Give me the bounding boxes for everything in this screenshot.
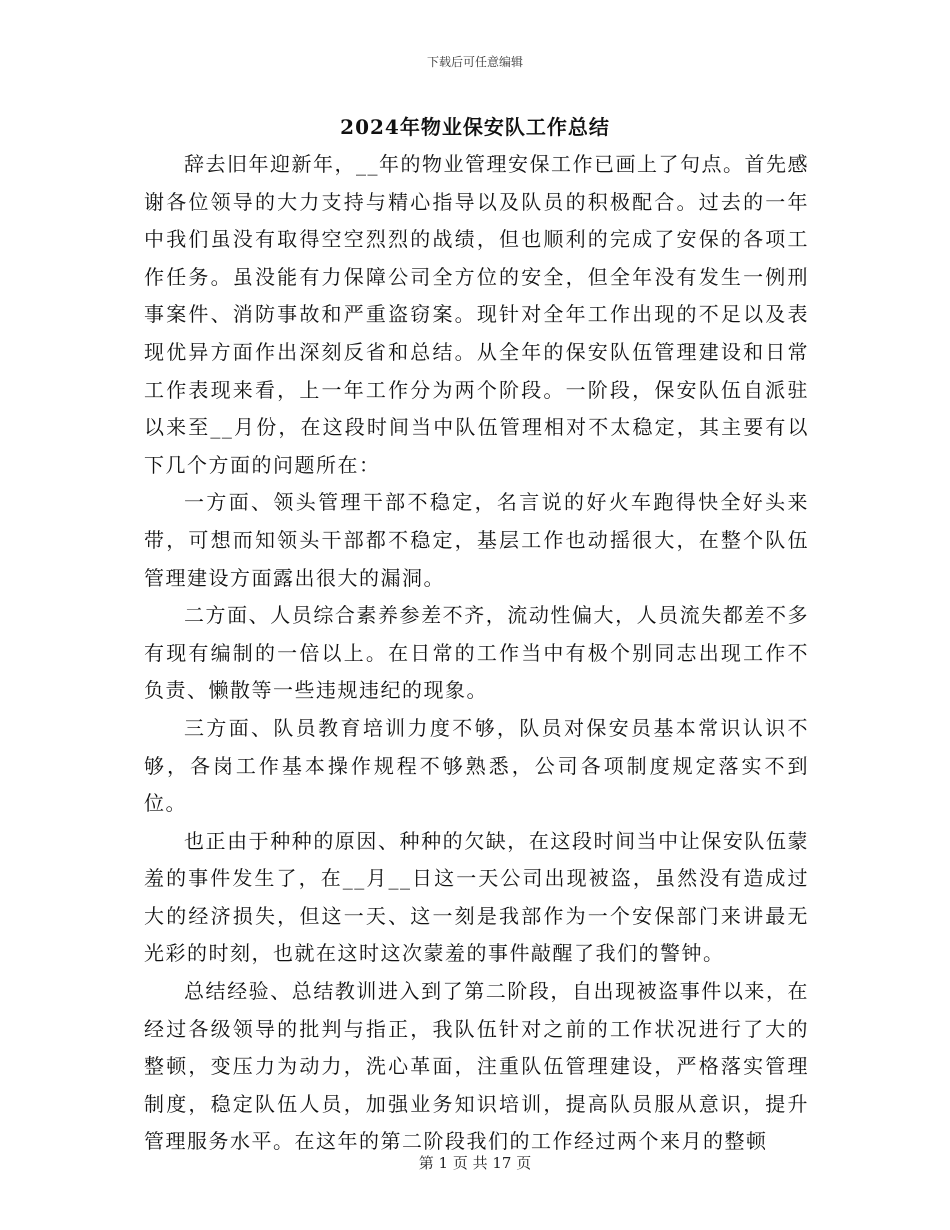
document-body <box>144 146 809 1154</box>
header-note: 下载后可任意编辑 <box>426 55 523 69</box>
paragraph-3: 二方面、人员综合素养参差不齐，流动性偏大，人员流失都差不多有现有编制的一倍以上。在日常的工作当中有极个别同志出现工作不负责、懒散等一些违规违纪的现象。 <box>144 603 809 703</box>
document-title: 2024年物业保安队工作总结 <box>340 115 610 139</box>
paragraph-1: 辞去旧年迎新年，__年的物业管理安保工作已画上了句点。首先感谢各位领导的大力支持与精心指导以及队员的积极配合。过去的一年中我们虽没有取得空空烈烈的战绩，但也顺利的完成了安保的各项工作任务。虽没能有力保障公司全方位的安全，但全年没有发生一例刑事案件、消防事故和严重盗窃案。现针对全年工作出现的不足以及表现优异方面作出深刻反省和总结。从全年的保安队伍管理建设和日常工作表现来看，上一年工作分为两个阶段。一阶段，保安队伍自派驻以来至__月份，在这段时间当中队伍管理相对不太稳定，其主要有以下几个方面的问题所在： <box>144 152 809 477</box>
paragraph-2: 一方面、领头管理干部不稳定，名言说的好火车跑得快全好头来带，可想而知领头干部都不稳定，基层工作也动摇很大，在整个队伍管理建设方面露出很大的漏洞。 <box>144 490 809 590</box>
paragraph-6: 总结经验、总结教训进入到了第二阶段，自出现被盗事件以来，在经过各级领导的批判与指正，我队伍针对之前的工作状况进行了大的整顿，变压力为动力，洗心革面，注重队伍管理建设，严格落实管理制度，稳定队伍人员，加强业务知识培训，提高队员服从意识，提升管理服务水平。在这年的第二阶段我们的工作经过两个来月的整顿 <box>144 979 809 1154</box>
paragraph-4: 三方面、队员教育培训力度不够，队员对保安员基本常识认识不够，各岗工作基本操作规程不够熟悉，公司各项制度规定落实不到位。 <box>144 715 809 816</box>
page-number-footer: 第 1 页 共 17 页 <box>418 1154 532 1172</box>
paragraph-5: 也正由于种种的原因、种种的欠缺，在这段时间当中让保安队伍蒙羞的事件发生了，在__月__日这一天公司出现被盗，虽然没有造成过大的经济损失，但这一天、这一刻是我部作为一个安保部门来讲最无光彩的时刻，也就在这时这次蒙羞的事件敲醒了我们的警钟。 <box>144 828 809 966</box>
